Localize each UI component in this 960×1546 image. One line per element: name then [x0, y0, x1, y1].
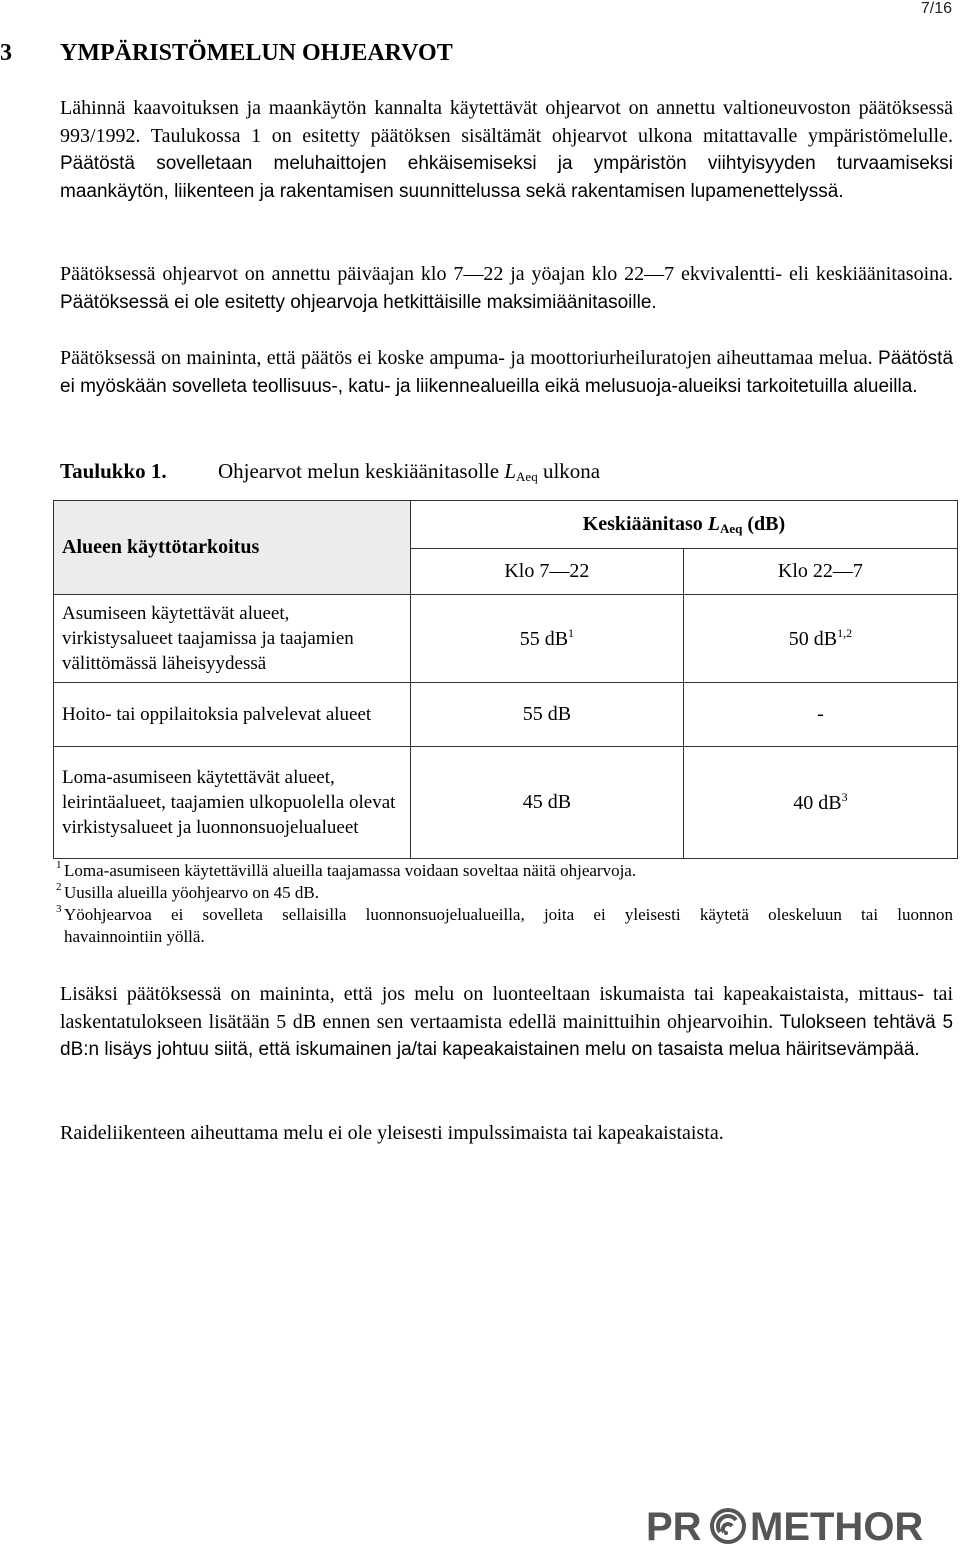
footnote-3-number: 3 [56, 903, 62, 915]
section-number: 3 [0, 40, 12, 66]
footnote-3-text-line-1: Yöohjearvoa ei sovelleta sellaisilla luonnonsuojelualueilla, joita ei yleisesti käytetä oleskeluun tai luonnon [64, 905, 953, 924]
row-2-day [410, 683, 683, 747]
noise-guideline-table [53, 500, 958, 859]
signal-o-icon [712, 1510, 744, 1542]
row-2-day-value: 55 dB [522, 703, 572, 725]
page-number: 7/16 [920, 0, 952, 17]
paragraph-4 [60, 981, 953, 1064]
row-1-day-footnote-ref: 1 [568, 626, 575, 640]
paragraph-5 [60, 1120, 953, 1148]
level-header-subscript: Aeq [719, 520, 743, 536]
row-1-area: Asumiseen käytettävät alueet, virkistysalueet taajamissa ja taajamien välittömässä läheisyydessä [54, 595, 411, 683]
row-3-night [683, 747, 957, 859]
row-2-area: Hoito- tai oppilaitoksia palvelevat alueet [54, 683, 411, 747]
row-1-night-footnote-ref: 1,2 [837, 626, 853, 640]
row-3-night-value: 40 dB [793, 792, 842, 814]
logo-text-methor: METHOR [750, 1505, 924, 1546]
table-caption-text-after: ulkona [537, 459, 601, 483]
table-row [54, 595, 958, 683]
footnote-1-text: Loma-asumiseen käytettävillä alueilla taajamassa voidaan soveltaa näitä ohjearvoja. [64, 861, 637, 880]
night-header: Klo 22—7 [683, 549, 957, 595]
paragraph-3 [60, 345, 953, 400]
row-3-area: Loma-asumiseen käytettävät alueet, leirintäalueet, taajamien ulkopuolella olevat virkistysalueet ja luonnonsuojelualueet [54, 747, 411, 859]
row-1-day [410, 595, 683, 683]
paragraph-4-part-1: Lisäksi päätöksessä on maininta, että jos melu on luonteeltaan iskumaista tai kapeakaistaista, mittaus- tai laskentatulokseen lisätään 5 dB ennen sen vertaamista edellä mainittuihin ohjearvoihin. [60, 983, 953, 1033]
footnote-2-number: 2 [56, 881, 62, 893]
level-header [410, 501, 957, 549]
table-caption-text: Ohjearvot melun keskiäänitasolle [218, 459, 505, 483]
footnote-3-text-line-2: havainnointiin yöllä. [64, 927, 205, 946]
row-3-day-value: 45 dB [522, 791, 572, 813]
footnote-2 [56, 881, 953, 904]
row-3-day [410, 747, 683, 859]
level-header-text-after: (dB) [742, 512, 786, 535]
paragraph-3-part-1: Päätöksessä on maininta, että päätös ei koske ampuma- ja moottoriurheiluratojen aiheuttamaa melua. [60, 347, 873, 369]
footnote-1-number: 1 [56, 859, 62, 871]
row-1-night [683, 595, 957, 683]
level-header-symbol: L [707, 512, 720, 535]
footnotes [56, 859, 953, 948]
row-2-night [683, 683, 957, 747]
table-row [54, 683, 958, 747]
area-header: Alueen käyttötarkoitus [54, 501, 411, 595]
table-caption-subscript: Aeq [516, 469, 538, 484]
paragraph-1-part-1: Lähinnä kaavoituksen ja maankäytön kannalta käytettävät ohjearvot on annettu valtioneuvoston päätöksessä 993/1992. Taulukossa 1 on esitetty päätöksen sisältämät ohjearvot ulkona mitattavalle ympäristömelulle. [60, 97, 953, 147]
row-1-day-value: 55 dB [519, 628, 569, 650]
row-1-night-value: 50 dB [788, 628, 838, 650]
logo-text-pr: PR [646, 1505, 702, 1546]
section-title: YMPÄRISTÖMELUN OHJEARVOT [60, 40, 453, 66]
paragraph-4-part-2: Tulokseen tehtävä 5 dB:n lisäys johtuu siitä, että iskumainen ja/tai kapeakaistainen melu on tasaista melua häiritsevämpää. [60, 1011, 954, 1060]
row-3-night-footnote-ref: 3 [841, 790, 848, 804]
table-row [54, 747, 958, 859]
paragraph-2-part-2: Päätöksessä ei ole esitetty ohjearvoja hetkittäisille maksimiäänitasoille. [60, 291, 657, 313]
table-caption-label: Taulukko 1. [60, 459, 167, 483]
level-header-text: Keskiäänitaso [582, 512, 708, 535]
table-header-row [54, 501, 958, 549]
table-caption-symbol: L [504, 459, 517, 483]
row-2-night-value: - [817, 703, 824, 725]
paragraph-1 [60, 95, 953, 205]
paragraph-1-part-2: Päätöstä sovelletaan meluhaittojen ehkäisemiseksi ja ympäristön viihtyisyyden turvaamiseksi maankäytön, liikenteen ja rakentamisen suunnittelussa sekä rakentamisen lupamenettelyssä. [60, 153, 953, 202]
paragraph-2-part-1: Päätöksessä ohjearvot on annettu päiväajan klo 7—22 ja yöajan klo 22—7 ekvivalentti- eli keskiäänitasoina. [60, 263, 953, 285]
promethor-logo [646, 1500, 952, 1546]
paragraph-3-part-2: Päätöstä ei myöskään sovelleta teollisuus-, katu- ja liikennealueilla eikä melusuoja-alueiksi tarkoitetuilla alueilla. [60, 348, 954, 397]
paragraph-2 [60, 261, 953, 316]
footnote-2-text: Uusilla alueilla yöohjearvo on 45 dB. [64, 883, 319, 902]
footnote-3 [56, 903, 953, 948]
footnote-1 [56, 859, 953, 882]
table-caption [60, 457, 953, 491]
day-header: Klo 7—22 [410, 549, 683, 595]
paragraph-5-text: Raideliikenteen aiheuttama melu ei ole yleisesti impulssimaista tai kapeakaistaista. [60, 1122, 724, 1144]
